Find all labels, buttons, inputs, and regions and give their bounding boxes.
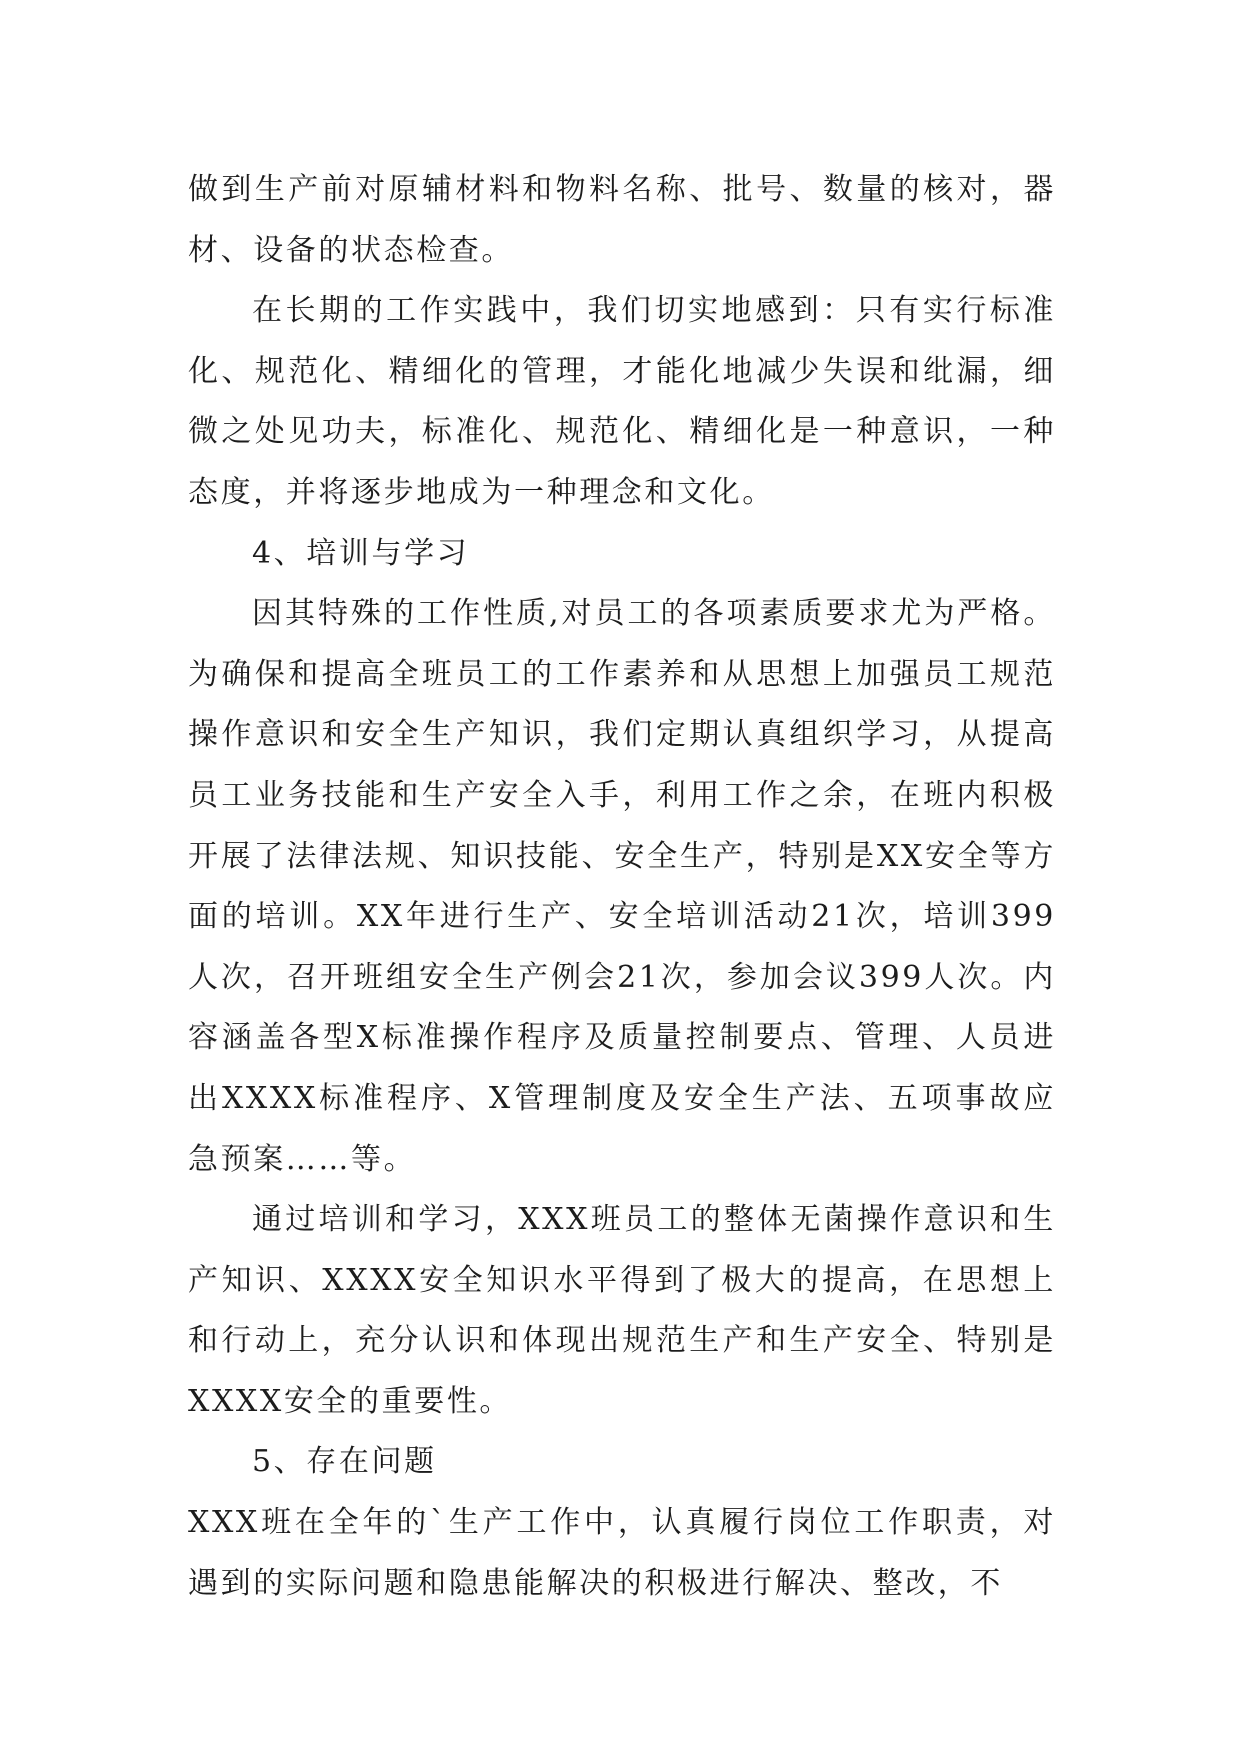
paragraph-material-check: 做到生产前对原辅材料和物料名称、批号、数量的核对，器材、设备的状态检查。 [188,172,1056,268]
section-heading-problems: 5、存在问题 [252,1444,437,1480]
paragraph-problems: XXX班在全年的`生产工作中，认真履行岗位工作职责，对遇到的实际问题和隐患能解决的积极进行解决、整改，不 [188,1505,1056,1601]
paragraph-standardization: 在长期的工作实践中，我们切实地感到：只有实行标准化、规范化、精细化的管理，才能化地减少失误和纰漏，细微之处见功夫，标准化、规范化、精细化是一种意识，一种态度，并将逐步地成为一种理念和文化。 [188,293,1056,510]
section-heading-training: 4、培训与学习 [252,535,470,571]
paragraph-training-details: 因其特殊的工作性质,对员工的各项素质要求尤为严格。为确保和提高全班员工的工作素养和从思想上加强员工规范操作意识和安全生产知识，我们定期认真组织学习，从提高员工业务技能和生产安全入手，利用工作之余，在班内积极开展了法律法规、知识技能、安全生产，特别是XX安全等方面的培训。XX年进行生产、安全培训活动21次，培训399人次，召开班组安全生产例会21次，参加会议399人次。内容涵盖各型X标准操作程序及质量控制要点、管理、人员进出XXXX标准程序、X管理制度及安全生产法、五项事故应急预案……等。 [188,596,1056,1177]
document-body [188,160,1056,1614]
paragraph-training-results: 通过培训和学习，XXX班员工的整体无菌操作意识和生产知识、XXXX安全知识水平得到了极大的提高，在思想上和行动上，充分认识和体现出规范生产和生产安全、特别是XXXX安全的重要性。 [188,1202,1056,1419]
